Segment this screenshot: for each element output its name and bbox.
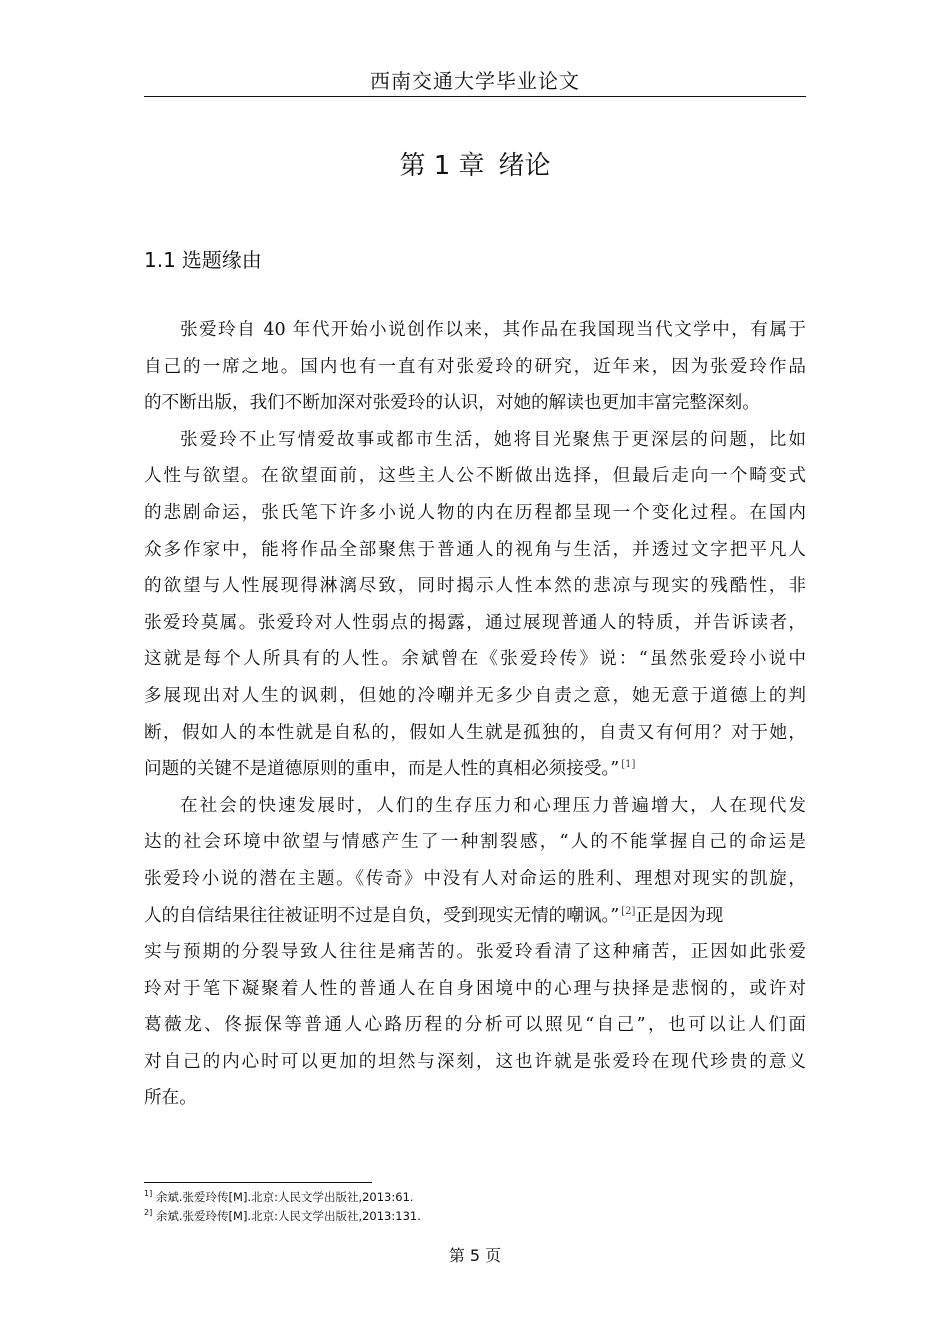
footnote [144, 1188, 421, 1207]
paragraph-line: 达的社会环境中欲望与情感产生了一种割裂感，“人的不能掌握自己的命运是 [144, 832, 806, 853]
paragraph-line: 玲对于笔下凝聚着人性的普通人在自身困境中的心理与抉择是悲悯的，或许对 [144, 978, 806, 999]
paragraph-line: 的悲剧命运，张氏笔下许多小说人物的内在历程都呈现一个变化过程。在国内 [144, 502, 806, 523]
paragraph-line: 在社会的快速发展时，人们的生存压力和心理压力普遍增大，人在现代发 [180, 795, 806, 816]
chapter-title [144, 146, 806, 186]
paragraph-line [144, 898, 806, 935]
chapter-number: 第 1 章 [399, 151, 485, 181]
section-number: 1.1 [144, 248, 176, 272]
paragraph-line: 葛薇龙、佟振保等普通人心路历程的分析可以照见“自己”，也可以让人们面 [144, 1015, 806, 1036]
paragraph-line: 的不断出版，我们不断加深对张爱玲的认识，对她的解读也更加丰富完整深刻。 [144, 393, 760, 414]
footnote-text: 余斌.张爱玲传[M].北京:人民文学出版社,2013:61. [152, 1190, 414, 1204]
footnote-divider [144, 1182, 372, 1183]
paragraph-line: 张爱玲小说的潜在主题。《传奇》中没有人对命运的胜利、理想对现实的凯旋， [144, 868, 806, 889]
paragraph-line [144, 751, 806, 788]
citation-ref: [2] [621, 905, 636, 917]
paragraph-text: 人的自信结果往往被证明不过是自负，受到现实无情的嘲讽。” [144, 905, 620, 926]
paragraph-line: 断，假如人的本性就是自私的，假如人生就是孤独的，自责又有何用？对于她， [144, 722, 806, 743]
paragraph-line: 张爱玲自 40 年代开始小说创作以来，其作品在我国现当代文学中，有属于 [180, 320, 806, 340]
paragraph-text: 问题的关键不是道德原则的重申，而是人性的真相必须接受。” [144, 759, 620, 780]
footnote-text: 余斌.张爱玲传[M].北京:人民文学出版社,2013:131. [152, 1209, 421, 1223]
page-header: 西南交通大学毕业论文 [144, 66, 806, 97]
section-title [144, 244, 262, 276]
section-name: 选题缘由 [181, 248, 262, 272]
paragraph-line: 自己的一席之地。国内也有一直有对张爱玲的研究，近年来，因为张爱玲作品 [144, 356, 806, 377]
paragraph-text: 正是因为现 [635, 905, 724, 926]
footnotes [144, 1188, 421, 1226]
paragraph-line: 张爱玲莫属。张爱玲对人性弱点的揭露，通过展现普通人的特质，并告诉读者， [144, 612, 806, 633]
footnote-mark: 2] [144, 1208, 153, 1218]
paragraph-line: 对自己的内心时可以更加的坦然与深刻，这也许就是张爱玲在现代珍贵的意义 [144, 1051, 806, 1072]
chapter-name: 绪论 [498, 151, 551, 181]
footnote [144, 1207, 421, 1226]
paragraph-line: 人性与欲望。在欲望面前，这些主人公不断做出选择，但最后走向一个畸变式 [144, 466, 806, 487]
body-text [144, 312, 806, 1117]
page-number: 第 5 页 [448, 1246, 502, 1265]
paragraph-line: 所在。 [144, 1088, 197, 1109]
paragraph-line: 实与预期的分裂导致人往往是痛苦的。张爱玲看清了这种痛苦，正因如此张爱 [144, 942, 806, 963]
paragraph-line: 多展现出对人生的讽刺，但她的冷嘲并无多少自责之意，她无意于道德上的判 [144, 685, 806, 706]
citation-ref: [1] [621, 759, 636, 771]
paragraph-line: 的欲望与人性展现得淋漓尽致，同时揭示人性本然的悲凉与现实的残酷性，非 [144, 576, 806, 597]
paragraph-line: 这就是每个人所具有的人性。余斌曾在《张爱玲传》说：“虽然张爱玲小说中 [144, 649, 806, 670]
paragraph-line: 张爱玲不止写情爱故事或都市生活，她将目光聚焦于更深层的问题，比如 [180, 429, 806, 450]
paragraph-line: 众多作家中，能将作品全部聚焦于普通人的视角与生活，并透过文字把平凡人 [144, 539, 806, 560]
footnote-mark: 1] [144, 1189, 153, 1199]
